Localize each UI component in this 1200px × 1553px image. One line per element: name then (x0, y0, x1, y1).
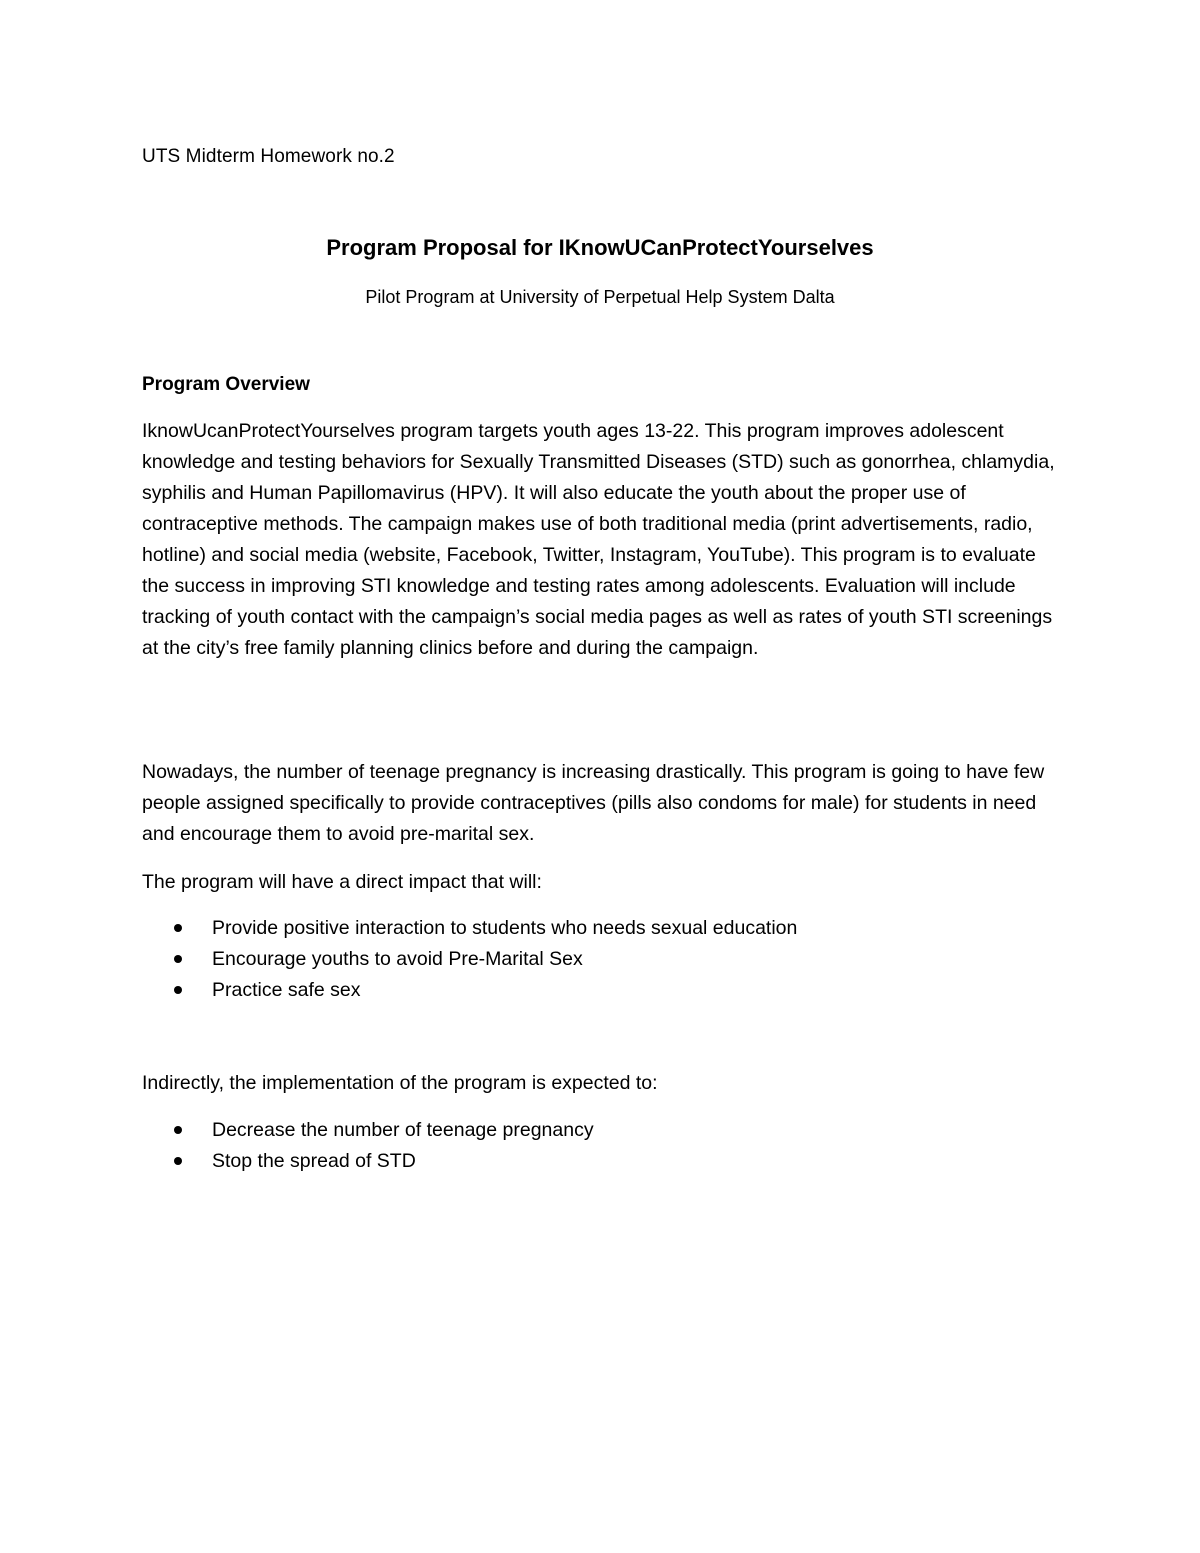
nowadays-paragraph: Nowadays, the number of teenage pregnancy is increasing drastically. This program is going to have few people assigned specifically to provide contraceptives (pills also condoms for male) for students in need and encourage them to avoid pre-marital sex. (142, 761, 1045, 845)
bullet-icon (174, 924, 182, 932)
bullet-icon (174, 1157, 182, 1165)
bullet-icon (174, 1126, 182, 1134)
list-item-text: Stop the spread of STD (212, 1150, 416, 1172)
section-heading-overview: Program Overview (142, 374, 310, 395)
list-item (142, 1146, 1062, 1177)
direct-impact-list (142, 913, 1062, 1006)
bullet-icon (174, 955, 182, 963)
indirect-impact-intro: Indirectly, the implementation of the program is expected to: (142, 1072, 658, 1094)
list-item (142, 944, 1062, 975)
list-item-text: Decrease the number of teenage pregnancy (212, 1119, 594, 1141)
direct-impact-intro: The program will have a direct impact that will: (142, 871, 542, 893)
list-item (142, 1115, 1062, 1146)
list-item-text: Encourage youths to avoid Pre-Marital Sex (212, 948, 583, 970)
proposal-subtitle: Pilot Program at University of Perpetual Help System Dalta (365, 287, 835, 307)
indirect-impact-list (142, 1115, 1062, 1177)
list-item-text: Provide positive interaction to students who needs sexual education (212, 917, 798, 939)
overview-paragraph: IknowUcanProtectYourselves program targets youth ages 13-22. This program improves adolescent knowledge and testing behaviors for Sexually Transmitted Diseases (STD) such as gonorrhea, chlamydia, syphilis and Human Papillomavirus (HPV). It will also educate the youth about the proper use of contraceptive methods. The campaign makes use of both traditional media (print advertisements, radio, hotline) and social media (website, Facebook, Twitter, Instagram, YouTube). This program is to evaluate the success in improving STI knowledge and testing rates among adolescents. Evaluation will include tracking of youth contact with the campaign’s social media pages as well as rates of youth STI screenings at the city’s free family planning clinics before and during the campaign. (142, 420, 1055, 659)
list-item (142, 913, 1062, 944)
bullet-icon (174, 986, 182, 994)
proposal-title: Program Proposal for IKnowUCanProtectYourselves (326, 235, 874, 260)
list-item (142, 975, 1062, 1006)
list-item-text: Practice safe sex (212, 979, 361, 1001)
course-header: UTS Midterm Homework no.2 (142, 146, 395, 167)
